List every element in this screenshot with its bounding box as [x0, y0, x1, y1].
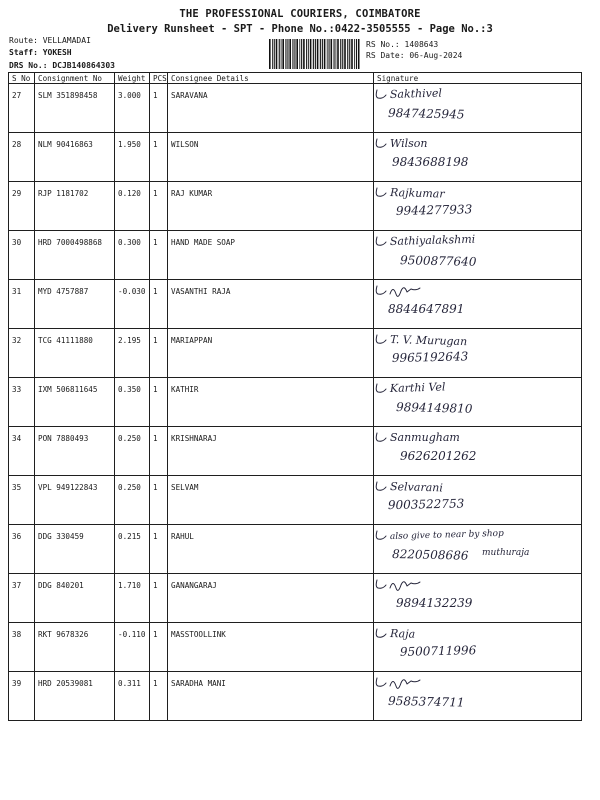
runsheet-table: [8, 72, 582, 721]
handwritten-signature: [374, 378, 582, 420]
col-header-signature: Signature: [374, 73, 582, 84]
table-row: [9, 623, 582, 672]
handwritten-signature: [374, 231, 582, 273]
signature-cell: [374, 476, 582, 525]
handwritten-signature: [374, 623, 582, 665]
consignee-name: GANANGARAJ: [168, 574, 374, 623]
row-sno: 30: [9, 231, 35, 280]
signature-cell: [374, 672, 582, 721]
consignment-number: MYD 4757887: [35, 280, 115, 329]
signature-cell: [374, 525, 582, 574]
row-sno: 28: [9, 133, 35, 182]
col-header-pcs: PCS: [150, 73, 168, 84]
table-row: [9, 231, 582, 280]
row-sno: 32: [9, 329, 35, 378]
col-header-sno: S No: [9, 73, 35, 84]
pcs-value: 1: [150, 84, 168, 133]
consignee-name: SARADHA MANI: [168, 672, 374, 721]
row-sno: 34: [9, 427, 35, 476]
col-header-consignee: Consignee Details: [168, 73, 374, 84]
signature-phone: 9585374711: [387, 693, 465, 710]
pcs-value: 1: [150, 623, 168, 672]
signature-cell: [374, 378, 582, 427]
consignee-name: SELVAM: [168, 476, 374, 525]
consignment-number: TCG 41111880: [35, 329, 115, 378]
signature-name: T. V. Murugan: [389, 333, 468, 349]
rs-number: RS No.: 1408643: [366, 40, 439, 49]
signature-phone: 9500877640: [399, 253, 477, 269]
signature-phone: 9500711996: [399, 643, 477, 659]
consignee-name: KRISHNARAJ: [168, 427, 374, 476]
signature-cell: [374, 182, 582, 231]
signature-cell: [374, 280, 582, 329]
table-row: [9, 378, 582, 427]
row-sno: 27: [9, 84, 35, 133]
weight-value: 1.950: [115, 133, 150, 182]
signature-cell: [374, 329, 582, 378]
consignment-number: VPL 949122843: [35, 476, 115, 525]
page-subtitle: Delivery Runsheet - SPT - Phone No.:0422-3505555 - Page No.:3: [107, 23, 493, 35]
consignment-number: NLM 90416863: [35, 133, 115, 182]
consignment-number: RKT 9678326: [35, 623, 115, 672]
signature-phone: 9944277933: [395, 202, 473, 218]
pcs-value: 1: [150, 378, 168, 427]
consignment-number: RJP 1181702: [35, 182, 115, 231]
row-sno: 29: [9, 182, 35, 231]
signature-name: Sakthivel: [389, 86, 443, 101]
signature-cell: [374, 84, 582, 133]
pcs-value: 1: [150, 476, 168, 525]
pcs-value: 1: [150, 231, 168, 280]
consignee-name: MARIAPPAN: [168, 329, 374, 378]
signature-cell: [374, 427, 582, 476]
table-row: [9, 329, 582, 378]
consignment-number: IXM 506811645: [35, 378, 115, 427]
signature-phone: 9894149810: [395, 400, 473, 416]
signature-phone: 9847425945: [387, 105, 465, 122]
table-header-row: [9, 73, 582, 84]
consignee-name: MASSTOOLLINK: [168, 623, 374, 672]
handwritten-signature: [374, 182, 582, 224]
handwritten-signature: [374, 672, 582, 714]
signature-name: Wilson: [390, 137, 428, 150]
col-header-weight: Weight: [115, 73, 150, 84]
consignee-name: WILSON: [168, 133, 374, 182]
signature-name: Raja: [389, 627, 416, 641]
signature-cell: [374, 623, 582, 672]
route-label: Route: VELLAMADAI: [9, 36, 91, 45]
handwritten-signature: [374, 525, 582, 567]
pcs-value: 1: [150, 672, 168, 721]
staff-label: Staff: YOKESH: [9, 48, 72, 57]
consignment-number: DDG 840201: [35, 574, 115, 623]
table-row: [9, 133, 582, 182]
handwritten-signature: [374, 329, 582, 371]
row-sno: 31: [9, 280, 35, 329]
row-sno: 33: [9, 378, 35, 427]
handwritten-signature: [374, 84, 582, 126]
table-row: [9, 476, 582, 525]
signature-phone: 8844647891: [388, 302, 465, 316]
row-sno: 37: [9, 574, 35, 623]
handwritten-signature: [374, 280, 582, 322]
weight-value: 0.300: [115, 231, 150, 280]
col-header-consignment: Consignment No: [35, 73, 115, 84]
table-row: [9, 280, 582, 329]
consignee-name: SARAVANA: [168, 84, 374, 133]
pcs-value: 1: [150, 133, 168, 182]
row-sno: 39: [9, 672, 35, 721]
handwritten-signature: [374, 476, 582, 518]
consignment-number: HRD 20539081: [35, 672, 115, 721]
weight-value: 3.000: [115, 84, 150, 133]
table-row: [9, 84, 582, 133]
consignee-name: KATHIR: [168, 378, 374, 427]
consignment-number: DDG 330459: [35, 525, 115, 574]
row-sno: 36: [9, 525, 35, 574]
consignee-name: HAND MADE SOAP: [168, 231, 374, 280]
signature-phone: 9626201262: [400, 449, 477, 463]
weight-value: -0.110: [115, 623, 150, 672]
handwritten-signature: [374, 133, 582, 175]
weight-value: 1.710: [115, 574, 150, 623]
consignee-name: RAHUL: [168, 525, 374, 574]
weight-value: 0.311: [115, 672, 150, 721]
signature-note: muthuraja: [482, 548, 530, 558]
weight-value: 0.215: [115, 525, 150, 574]
table-row: [9, 574, 582, 623]
pcs-value: 1: [150, 574, 168, 623]
pcs-value: 1: [150, 280, 168, 329]
signature-cell: [374, 133, 582, 182]
signature-name: Rajkumar: [389, 186, 445, 201]
signature-name: Sathiyalakshmi: [389, 232, 476, 248]
table-row: [9, 672, 582, 721]
signature-cell: [374, 231, 582, 280]
signature-cell: [374, 574, 582, 623]
signature-name: also give to near by shop: [389, 528, 504, 542]
weight-value: 2.195: [115, 329, 150, 378]
barcode-icon: [268, 39, 360, 69]
handwritten-signature: [374, 574, 582, 616]
signature-phone: 9894132239: [396, 596, 473, 610]
pcs-value: 1: [150, 329, 168, 378]
signature-phone: 9843688198: [392, 155, 469, 169]
signature-phone: 9965192643: [391, 349, 469, 366]
signature-phone: 8220508686: [391, 546, 469, 563]
consignee-name: RAJ KUMAR: [168, 182, 374, 231]
rs-date: RS Date: 06-Aug-2024: [366, 51, 463, 60]
table-row: [9, 182, 582, 231]
row-sno: 38: [9, 623, 35, 672]
pcs-value: 1: [150, 427, 168, 476]
signature-name: Karthi Vel: [389, 380, 446, 395]
consignment-number: SLM 351898458: [35, 84, 115, 133]
signature-name: Sanmugham: [390, 431, 460, 444]
handwritten-signature: [374, 427, 582, 469]
weight-value: 0.250: [115, 427, 150, 476]
pcs-value: 1: [150, 525, 168, 574]
table-row: [9, 427, 582, 476]
page-title: THE PROFESSIONAL COURIERS, COIMBATORE: [179, 8, 421, 20]
consignment-number: HRD 7000498868: [35, 231, 115, 280]
weight-value: -0.030: [115, 280, 150, 329]
consignee-name: VASANTHI RAJA: [168, 280, 374, 329]
table-row: [9, 525, 582, 574]
signature-phone: 9003522753: [387, 496, 465, 513]
weight-value: 0.250: [115, 476, 150, 525]
weight-value: 0.120: [115, 182, 150, 231]
consignment-number: PON 7880493: [35, 427, 115, 476]
drs-number: DRS No.: DCJB140864303: [9, 61, 115, 70]
weight-value: 0.350: [115, 378, 150, 427]
signature-name: Selvarani: [389, 480, 444, 495]
row-sno: 35: [9, 476, 35, 525]
pcs-value: 1: [150, 182, 168, 231]
